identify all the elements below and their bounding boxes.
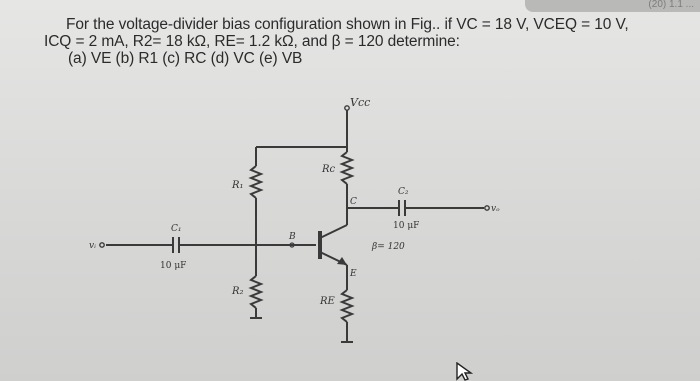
problem-line-2: ICQ = 2 mA, R2= 18 kΩ, RE= 1.2 kΩ, and β = 120 determine: [44,33,460,50]
r2-label: R₂ [232,286,244,297]
header-badge: (20) 1.1 ... [525,0,700,12]
c1-label: C₁ [171,224,182,234]
r2-resistor [251,276,261,308]
transistor-collector-leg [320,225,347,238]
node-b-label: B [289,232,296,242]
vcc-label: Vcc [350,96,371,109]
beta-label: β= 120 [372,242,405,252]
node-c-label: C [350,197,357,207]
rc-resistor [342,152,352,184]
c2-label: C₂ [398,187,409,197]
input-terminal [100,243,104,247]
r1-resistor [251,166,261,198]
rc-label: Rc [322,164,336,175]
mouse-cursor-icon [455,362,473,381]
re-resistor [342,290,352,322]
vi-label: vᵢ [89,241,96,251]
vo-label: vₒ [491,204,500,214]
c1-value: 10 μF [160,261,187,271]
r1-label: R₁ [232,180,244,191]
problem-line-1: For the voltage-divider bias configuration shown in Fig.. if VC = 18 V, VCEQ = 10 V, [66,16,629,33]
vcc-terminal [345,106,349,110]
re-label: RE [320,296,335,307]
c2-value: 10 μF [393,221,420,231]
node-e-label: E [350,269,357,279]
output-terminal [485,206,489,210]
problem-line-3: (a) VE (b) R1 (c) RC (d) VC (e) VB [68,50,303,67]
